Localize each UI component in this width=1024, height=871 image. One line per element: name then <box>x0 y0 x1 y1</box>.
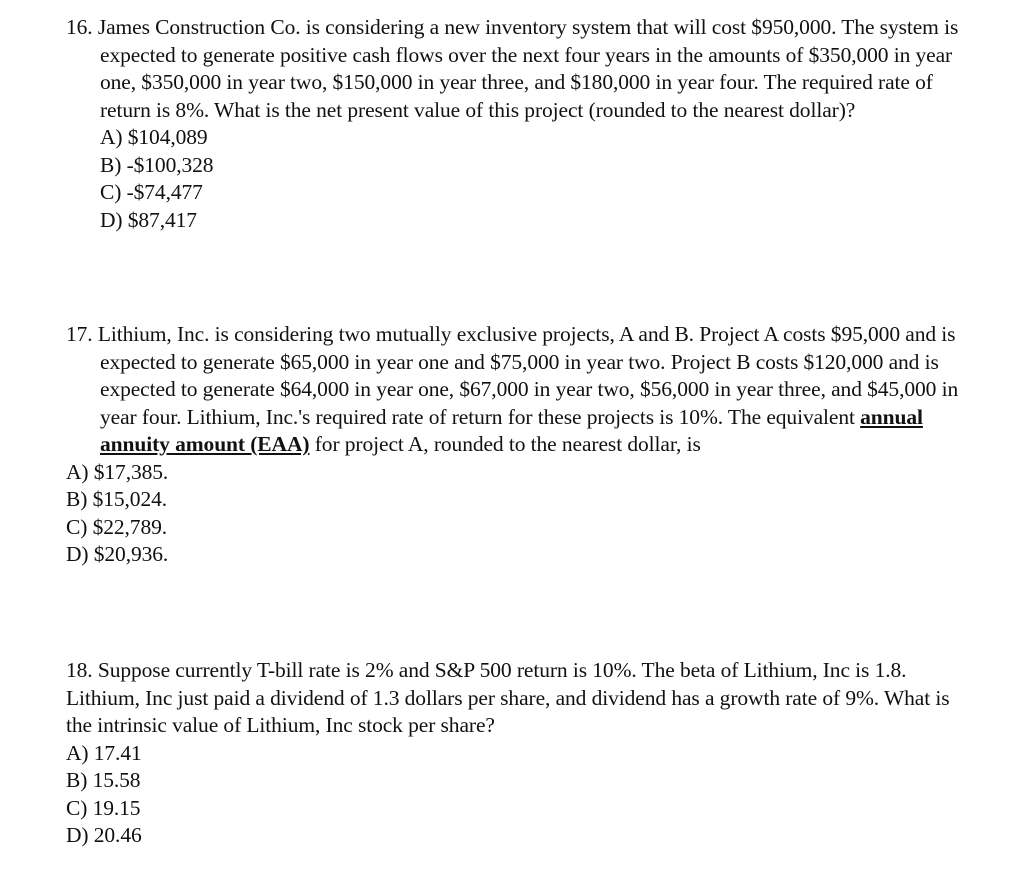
question-18-options <box>66 740 966 850</box>
question-16-options <box>66 124 966 234</box>
option-d: D) $20,936. <box>66 542 169 566</box>
question-17-text-after: for project A, rounded to the nearest dollar, is <box>309 432 701 456</box>
question-16 <box>66 14 966 234</box>
option-b: B) 15.58 <box>66 768 141 792</box>
option-d: D) 20.46 <box>66 823 142 847</box>
question-17-text <box>66 321 966 459</box>
option-c: C) $22,789. <box>66 514 168 539</box>
option-c: C) 19.15 <box>66 795 141 820</box>
question-18 <box>66 657 966 850</box>
question-17-options <box>66 459 966 569</box>
option-a: A) $17,385. <box>66 459 169 484</box>
question-17 <box>66 321 966 569</box>
option-d: D) $87,417 <box>100 207 197 232</box>
question-17-text-before: 17. Lithium, Inc. is considering two mutually exclusive projects, A and B. Project A costs $95,000 and is expected to generate $65,000 in year one and $75,000 in year two. Project B costs $120,000 and is expected to generate $64,000 in year one, $67,000 in year two, $56,000 in year three, and $45,000 in year four. Lithium, Inc.'s required rate of return for these projects is 10%. The equivalent <box>66 322 959 429</box>
question-18-text: 18. Suppose currently T-bill rate is 2% and S&P 500 return is 10%. The beta of Lithium, Inc is 1.8. Lithium, Inc just paid a dividend of 1.3 dollars per share, and dividend has a growth rate of 9%. What is the intrinsic value of Lithium, Inc stock per share? <box>66 658 950 737</box>
option-a: A) $104,089 <box>100 125 208 149</box>
option-a: A) 17.41 <box>66 740 142 765</box>
option-b: B) $15,024. <box>66 487 168 511</box>
question-17-emphasis: annual annuity amount (EAA) <box>100 404 923 456</box>
option-b: B) -$100,328 <box>100 152 214 177</box>
option-c: C) -$74,477 <box>100 180 203 204</box>
question-16-text: 16. James Construction Co. is considering a new inventory system that will cost $950,000. The system is expected to generate positive cash flows over the next four years in the amounts of $350,000 in year one, $350,000 in year two, $150,000 in year three, and $180,000 in year four. The required rate of return is 8%. What is the net present value of this project (rounded to the nearest dollar)? <box>66 15 959 122</box>
